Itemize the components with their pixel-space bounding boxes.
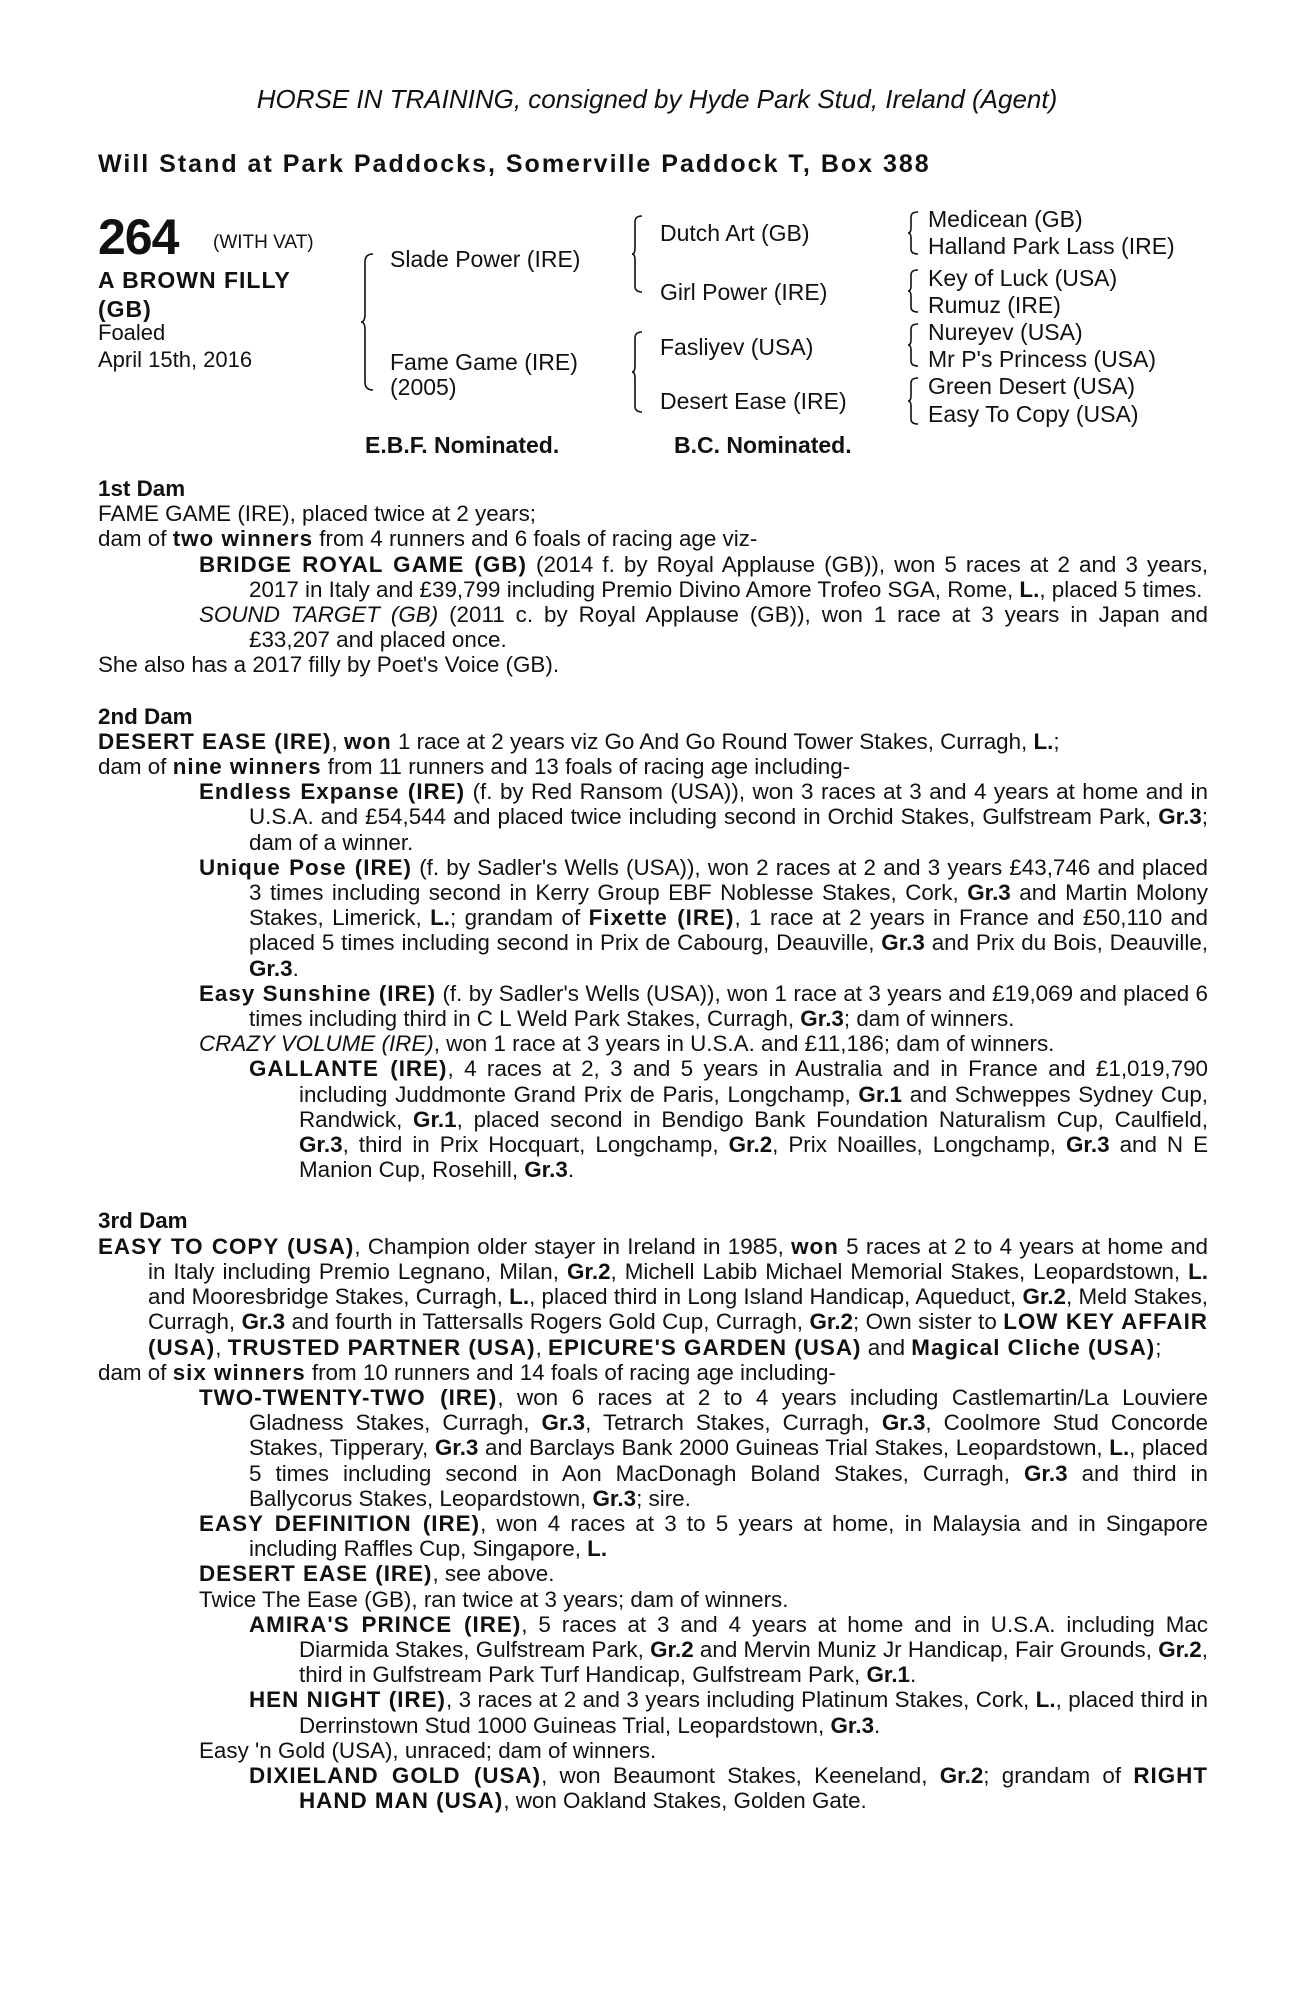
dam-dam: Desert Ease (IRE) [660,388,847,414]
sd-bracket [908,268,920,314]
dam-year: (2005) [390,374,457,400]
lot-description: A BROWN FILLY (GB) [98,267,291,322]
grand-progeny-entry: DIXIELAND GOLD (USA), won Beaumont Stakes, Keeneland, Gr.2; grandam of RIGHT HAND MAN (USA), won Oakland Stakes, Golden Gate. [249,1762,1208,1814]
third-dam-intro: EASY TO COPY (USA), Champion older stayer in Ireland in 1985, won 5 races at 2 to 4 years at home and in Italy including Premio Legnano, Milan, Gr.2, Michell Labib Michael Memorial Stakes, Leopardstown, L. and Mooresbridge Stakes, Curragh, L., placed third in Long Island Handicap, Aqueduct, Gr.2, Meld Stakes, Curragh, Gr.3 and fourth in Tattersalls Rogers Gold Cup, Curragh, Gr.2; Own sister to LOW KEY AFFAIR (USA), TRUSTED PARTNER (USA), EPICURE'S GARDEN (USA) and Magical Cliche (USA); [98,1233,1209,1360]
dss: Nureyev (USA) [928,319,1083,345]
grand-progeny-entry: GALLANTE (IRE), 4 races at 2, 3 and 5 years in Australia and in France and £1,019,790 including Juddmonte Grand Prix de Paris, Longchamp, Gr.1 and Schweppes Sydney Cup, Randwick, Gr.1, placed second in Bendigo Bank Foundation Naturalism Cup, Caulfield, Gr.3, third in Prix Hocquart, Longchamp, Gr.2, Prix Noailles, Longchamp, Gr.3 and N E Manion Cup, Rosehill, Gr.3. [249,1056,1208,1183]
foaled-date: Foaled April 15th, 2016 [98,320,253,372]
progeny-entry: Easy Sunshine (IRE) (f. by Sadler's Wells (USA)), won 1 race at 3 years and £19,069 and placed 6 times including third in C L Weld Park Stakes, Curragh, Gr.3; dam of winners. [199,980,1208,1032]
dds: Green Desert (USA) [928,373,1136,399]
stand-location: Will Stand at Park Paddocks, Somerville Paddock T, Box 388 [98,150,931,178]
bc-nomination: B.C. Nominated. [674,432,852,458]
dam-sire: Fasliyev (USA) [660,334,814,360]
progeny-entry: DESERT EASE (IRE), see above. [199,1561,555,1587]
first-dam-heading: 1st Dam [98,476,186,501]
sds: Key of Luck (USA) [928,265,1118,291]
progeny-entry: CRAZY VOLUME (IRE), won 1 race at 3 years in U.S.A. and £11,186; dam of winners. [199,1031,1055,1057]
progeny-entry: Easy 'n Gold (USA), unraced; dam of winners. [199,1737,657,1763]
progeny-entry: SOUND TARGET (GB) (2011 c. by Royal Applause (GB)), won 1 race at 3 years in Japan and £33,207 and placed once. [199,602,1208,653]
grand-progeny-entry: AMIRA'S PRINCE (IRE), 5 races at 3 and 4 years at home and in U.S.A. including Mac Diarmida Stakes, Gulfstream Park, Gr.2 and Mervin Muniz Jr Handicap, Fair Grounds, Gr.2, third in Gulfstream Park Turf Handicap, Gulfstream Park, Gr.1. [249,1611,1208,1688]
dam-line-bracket [632,330,644,414]
third-dam-record: dam of six winners from 10 runners and 14 foals of racing age including- [98,1359,836,1385]
second-dam-record: dam of nine winners from 11 runners and 13 foals of racing age including- [98,754,851,780]
second-dam-intro: DESERT EASE (IRE), won 1 race at 2 years viz Go And Go Round Tower Stakes, Curragh, L.; [98,728,1060,754]
catalogue-header: HORSE IN TRAINING, consigned by Hyde Park Stud, Ireland (Agent) [256,84,1058,114]
dam: Fame Game (IRE) [390,349,578,375]
first-dam-record: dam of two winners from 4 runners and 6 foals of racing age viz- [98,526,758,552]
sire-dam: Girl Power (IRE) [660,279,828,305]
first-dam-also: She also has a 2017 filly by Poet's Voice (GB). [98,652,560,678]
progeny-entry: BRIDGE ROYAL GAME (GB) (2014 f. by Royal Applause (GB)), won 5 races at 2 and 3 years, 2017 in Italy and £39,799 including Premio Divino Amore Trofeo SGA, Rome, L., placed 5 times. [199,551,1208,602]
vat-note: (WITH VAT) [213,232,314,253]
third-dam-heading: 3rd Dam [98,1208,188,1234]
ds-bracket [908,322,920,368]
lot-number: 264 [98,209,179,265]
sire-sire: Dutch Art (GB) [660,220,810,246]
sire-dam-bracket [361,252,375,392]
grand-progeny-entry: HEN NIGHT (IRE), 3 races at 2 and 3 years including Platinum Stakes, Cork, L., placed third in Derrinstown Stud 1000 Guineas Trial, Leopardstown, Gr.3. [249,1687,1208,1738]
progeny-entry: Unique Pose (IRE) (f. by Sadler's Wells (USA)), won 2 races at 2 and 3 years £43,746 and placed 3 times including second in Kerry Group EBF Noblesse Stakes, Cork, Gr.3 and Martin Molony Stakes, Limerick, L.; grandam of Fixette (IRE), 1 race at 2 years in France and £50,110 and placed 5 times including second in Prix de Cabourg, Deauville, Gr.3 and Prix du Bois, Deauville, Gr.3. [199,854,1209,981]
sss: Medicean (GB) [928,206,1083,232]
sire: Slade Power (IRE) [390,246,581,272]
progeny-entry: Endless Expanse (IRE) (f. by Red Ransom (USA)), won 3 races at 3 and 4 years at home and in U.S.A. and £54,544 and placed twice including second in Orchid Stakes, Gulfstream Park, Gr.3; dam of a winner. [199,779,1208,855]
progeny-entry: EASY DEFINITION (IRE), won 4 races at 3 to 5 years at home, in Malaysia and in Singapore including Raffles Cup, Singapore, L. [199,1510,1208,1562]
dd-bracket [908,376,920,426]
progeny-entry: TWO-TWENTY-TWO (IRE), won 6 races at 2 to 4 years including Castlemartin/La Louviere Gladness Stakes, Curragh, Gr.3, Tetrarch Stakes, Curragh, Gr.3, Coolmore Stud Concorde Stakes, Tipperary, Gr.3 and Barclays Bank 2000 Guineas Trial Stakes, Leopardstown, L., placed 5 times including second in Aon MacDonagh Boland Stakes, Curragh, Gr.3 and third in Ballycorus Stakes, Leopardstown, Gr.3; sire. [199,1384,1208,1511]
first-dam-intro: FAME GAME (IRE), placed twice at 2 years; [98,501,536,527]
ssd: Halland Park Lass (IRE) [928,233,1175,259]
ebf-nomination: E.B.F. Nominated. [365,432,560,458]
sire-line-bracket [632,214,644,294]
second-dam-heading: 2nd Dam [98,703,193,729]
progeny-entry: Twice The Ease (GB), ran twice at 3 years; dam of winners. [199,1586,789,1612]
dsd: Mr P's Princess (USA) [928,346,1157,372]
ss-bracket [908,210,920,256]
sdd: Rumuz (IRE) [928,292,1061,318]
ddd: Easy To Copy (USA) [928,401,1139,427]
pedigree-notes [98,476,1208,1813]
